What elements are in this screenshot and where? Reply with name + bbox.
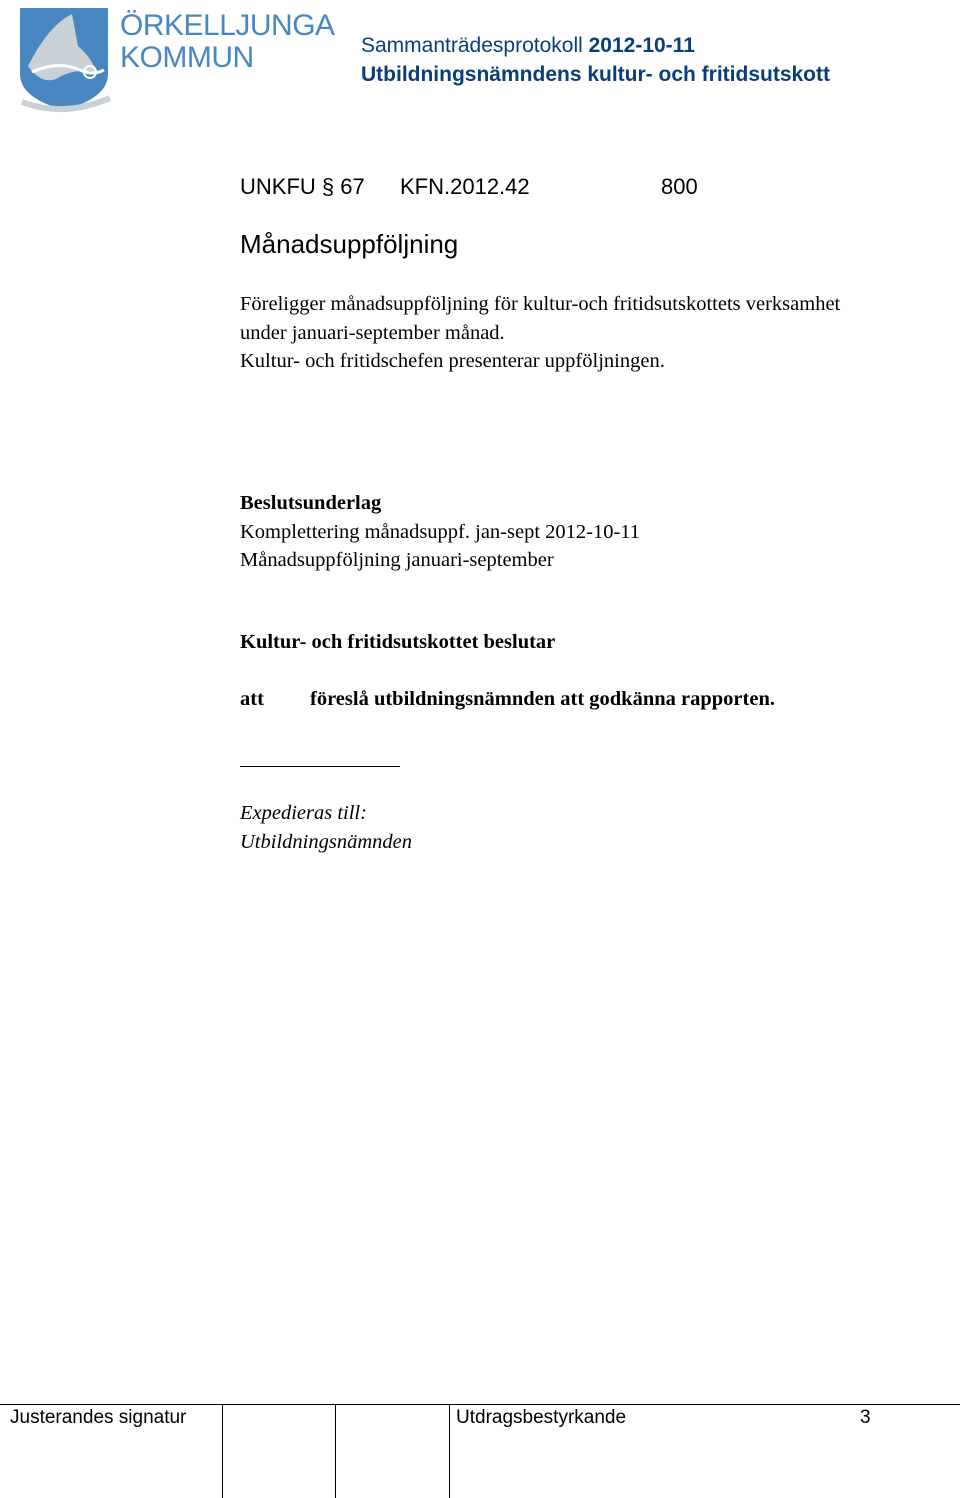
decision-title: Kultur- och fritidsutskottet beslutar bbox=[240, 631, 556, 653]
decision-basis bbox=[240, 489, 950, 575]
protocol-date: 2012-10-11 bbox=[588, 34, 695, 57]
footer-divider bbox=[335, 1405, 336, 1498]
dispatch-block bbox=[240, 799, 950, 856]
protocol-title bbox=[361, 34, 695, 58]
committee-name: Utbildningsnämndens kultur- och fritidsutskott bbox=[361, 63, 830, 86]
paragraph-number: UNKFU § 67 bbox=[240, 174, 365, 199]
footer-divider bbox=[222, 1405, 223, 1498]
logo-line-2: KOMMUN bbox=[120, 41, 254, 74]
archive-code: 800 bbox=[661, 174, 698, 199]
certified-label: Utdragsbestyrkande bbox=[456, 1407, 627, 1428]
footer-border bbox=[0, 1404, 960, 1405]
decision-basis-label: Beslutsunderlag bbox=[240, 492, 382, 514]
footer-divider bbox=[449, 1405, 450, 1498]
protocol-title-label: Sammanträdesprotokoll bbox=[361, 34, 589, 57]
intro-line: under januari-september månad. bbox=[240, 321, 505, 344]
decision-basis-item: Månadsuppföljning januari-september bbox=[240, 549, 554, 571]
intro-line: Föreligger månadsuppföljning för kultur-och fritidsutskottets verksamhet bbox=[240, 293, 841, 315]
decision-att: att bbox=[240, 688, 264, 710]
decision-text: föreslå utbildningsnämnden att godkänna rapporten. bbox=[310, 688, 775, 710]
municipality-logo bbox=[18, 6, 118, 116]
logo-line-1: ÖRKELLJUNGA bbox=[120, 9, 335, 42]
separator-line bbox=[240, 766, 400, 767]
diary-number: KFN.2012.42 bbox=[400, 174, 530, 199]
logo-text bbox=[120, 10, 335, 74]
page-title: Månadsuppföljning bbox=[240, 229, 459, 259]
intro-line: Kultur- och fritidschefen presenterar uppföljningen. bbox=[240, 350, 665, 372]
dispatch-recipient: Utbildningsnämnden bbox=[240, 830, 412, 853]
signature-label: Justerandes signatur bbox=[10, 1407, 187, 1428]
dispatch-label: Expedieras till: bbox=[240, 802, 367, 824]
intro-paragraph bbox=[240, 290, 950, 376]
page-number: 3 bbox=[860, 1407, 871, 1428]
decision-basis-item: Komplettering månadsuppf. jan-sept 2012-10-11 bbox=[240, 520, 641, 543]
